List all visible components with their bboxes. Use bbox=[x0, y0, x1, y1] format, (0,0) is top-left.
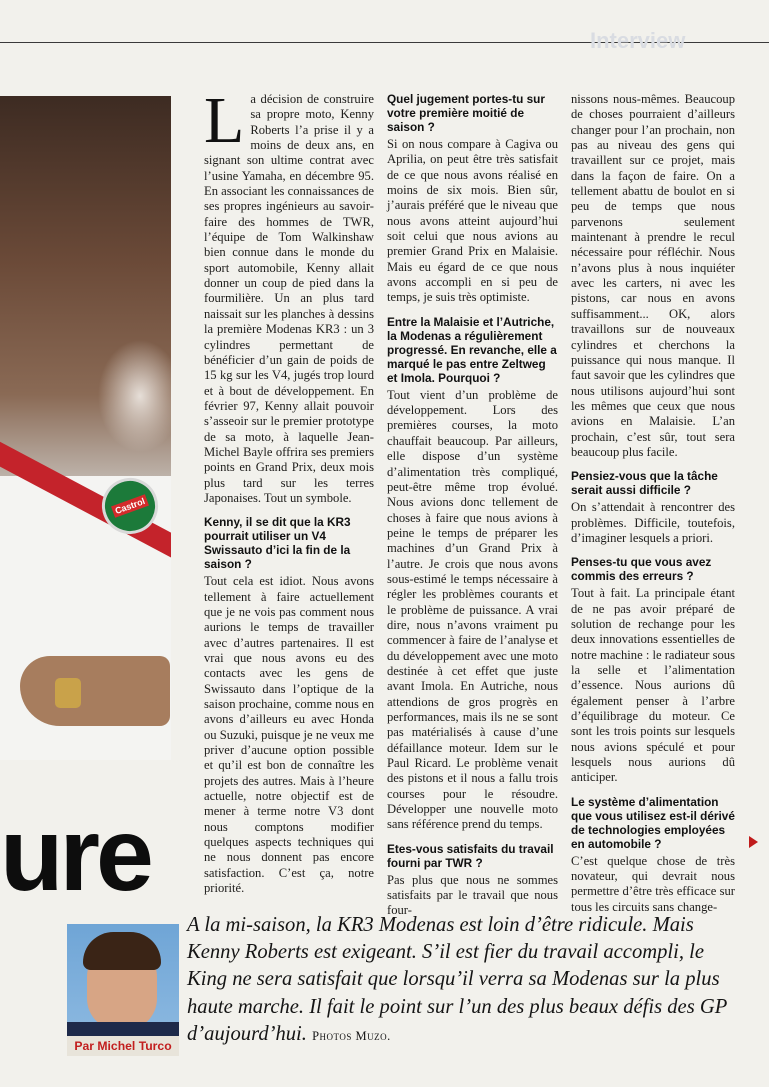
lead-text: a décision de construire sa propre moto, Kenny Roberts l’a prise il y a moins de deux ans, en signant son ultime contrat avec l’usine Yamaha, en décembre 95. En associant les connaissances de ses propres ingénieurs au savoir-faire des hommes de TWR, l’équipe de Tom Walkinshaw bien connue dans le monde du sport automobile, Kenny allait donner un coup de pied dans la fourmilière. Un an plus tard naissait sur les planches à dessins la première Modenas KR3 : un 3 cylindres permettant de bénéficier d’un gain de poids de 15 kg sur les V4, jugés trop lourd et à bout de développement. En février 97, Kenny allait pouvoir s’asseoir sur le premier prototype de sa moto, à laquelle Jean-Michel Bayle offrira ses premiers points en Grand Prix, deux mois plus tard sur les terres Japonaises. Tout un symbole. bbox=[204, 92, 374, 505]
portrait-hair bbox=[83, 932, 161, 970]
intro-standfirst bbox=[187, 912, 747, 1050]
question-heading: Etes-vous satisfaits du travail fourni par TWR ? bbox=[387, 841, 554, 870]
portrait-body bbox=[67, 1022, 179, 1036]
answer-paragraph: Si on nous compare à Cagiva ou Aprilia, on peut être très satisfait de ce que nous avons réalisé en moins de six mois. Bien sûr, j’aurais préféré que le niveau que nous avons atteint aujourd’hui soit celui que nous avions au premier Grand Prix en Malaisie. Mais eu égard de ce que nous avons accompli en si peu de temps, je suis très optimiste. bbox=[387, 137, 558, 305]
question-heading: Quel jugement portes-tu sur votre première moitié de saison ? bbox=[387, 92, 545, 134]
question-heading: Kenny, il se dit que la KR3 pourrait utiliser un V4 Swissauto d’ici la fin de la saison ? bbox=[204, 515, 351, 572]
drop-cap: L bbox=[204, 84, 245, 157]
answer-paragraph: C’est quelque chose de très novateur, qui devrait nous permettre d’être très efficace sur tous les circuits sans change- bbox=[571, 853, 735, 914]
answer-paragraph: Tout à fait. La principale étant de ne pas avoir préparé de solution de rechange pour les deux innovations essentielles de notre machine : le radiateur sous la selle et l’alimentation d’essence. Nous aurions dû également penser à l’arbre d’équilibrage du moteur. Ce sont les trois points sur lesquels nous avions spéculé et pour lesquels nous aurions dû anticiper. bbox=[571, 586, 736, 785]
intro-text: A la mi-saison, la KR3 Modenas est loin d’être ridicule. Mais Kenny Roberts est exigeant. S’il est fier du travail accompli, le King ne sera satisfait que lorsqu’il verra sa Modenas sur la plus haute marche. Il fait le point sur l’un des plus beaux défis des GP d’aujourd’hui. bbox=[187, 914, 727, 1045]
continue-arrow-icon bbox=[749, 836, 758, 848]
lead-paragraph bbox=[204, 84, 374, 506]
feature-title: ure bbox=[0, 797, 150, 913]
question-heading: Entre la Malaisie et l’Autriche, la Modenas a régulièrement progressé. En revanche, elle a marqué le pas entre Zeltweg et Imola. Pourquoi ? bbox=[387, 314, 557, 385]
answer-paragraph: nissons nous-mêmes. Beaucoup de choses pourraient d’ailleurs changer pour l’an prochain, non pas au niveau des gens qui travaillent sur ce projet, mais dans la façon de faire. On a tellement abattu de boulot en si peu de temps que nous parvenons seulement maintenant à prendre le recul nécessaire pour réfléchir. Nous n’avons plus à nous inquiéter avec les carters, ni avec les pistons, car nous en avons suffisamment... OK, alors travaillons sur de nouveaux cylindres et cherchons la puissance qui nous manque. Il faut savoir que les cylindres que nous utilisons aujourd’hui sont les mêmes que ceux que nous avions en Malaisie. L’an prochain, c’est sûr, tout sera beaucoup plus facile. bbox=[571, 92, 735, 459]
article-column-1 bbox=[204, 84, 374, 897]
article-column-2 bbox=[387, 92, 558, 919]
rider-photo bbox=[0, 96, 171, 760]
answer-paragraph: Pas plus que nous ne sommes satisfaits par le travail que nous four- bbox=[387, 872, 558, 918]
section-ghost-title: Interview bbox=[590, 28, 686, 53]
question-heading: Pensiez-vous que la tâche serait aussi difficile ? bbox=[571, 469, 718, 498]
watch-icon bbox=[55, 678, 81, 708]
photo-arm bbox=[20, 656, 170, 726]
answer-paragraph: Tout vient d’un problème de développement. Lors des premières courses, la moto chauffait beaucoup. Par ailleurs, elle dispose d’un système d’alimentation très compliqué, peut-être même trop évolué. Nous avions donc tellement de choses à faire que nous avions à peine le temps de préparer les machines d’un Grand Prix à l’autre. Je crois que nous avons sous-estimé le temps nécessaire à régler les problèmes courants et le problème de puissance. A vrai dire, nous n’avons vraiment pu commencer à faire de l’analyse et du développement avec une moto destinée à cet effet que juste avant Imola. En Autriche, nous attendions de gros progrès en performances, mais ils ne se sont pas matérialisés à cause d’une défaillance moteur. Idem sur le Paul Ricard. Le problème venait des pistons et il nous a fallu trois courses pour le résoudre. Développer une nouvelle moto sans référence prend du temps. bbox=[387, 387, 558, 832]
question-heading: Penses-tu que vous avez commis des erreurs ? bbox=[571, 555, 712, 584]
article-column-3 bbox=[571, 92, 735, 915]
photo-credit: Photos Muzo. bbox=[312, 1028, 391, 1043]
author-byline: Par Michel Turco bbox=[67, 1036, 179, 1056]
author-portrait bbox=[67, 924, 179, 1036]
answer-paragraph: On s’attendait à rencontrer des problèmes. Difficile, toutefois, d’imaginer lesquels a priori. bbox=[571, 500, 735, 545]
badge-text: Castrol bbox=[111, 494, 148, 517]
answer-paragraph: Tout cela est idiot. Nous avons tellement à faire actuellement que je ne vois pas comment nous aurions le temps de travailler avec d’autres partenaires. Il est vrai que nous avons eu des contacts avec les gens de Swissauto dans l’optique de la saison prochaine, comme nous en avons d’ailleurs eu avec Honda ou Suzuki, puisque je ne veux me priver d’aucune option possible et qu’il est bon de connaître les projets des autres. Mais à l’heure actuelle, notre objectif est de mener à terme notre V3 dont nous comptons modifier quelques aspects techniques qui ne nous donnent pas encore satisfaction. C’est ça, notre priorité. bbox=[204, 574, 374, 896]
question-heading: Le système d’alimentation que vous utilisez est-il dérivé de technologies employées en automobile ? bbox=[571, 794, 735, 851]
